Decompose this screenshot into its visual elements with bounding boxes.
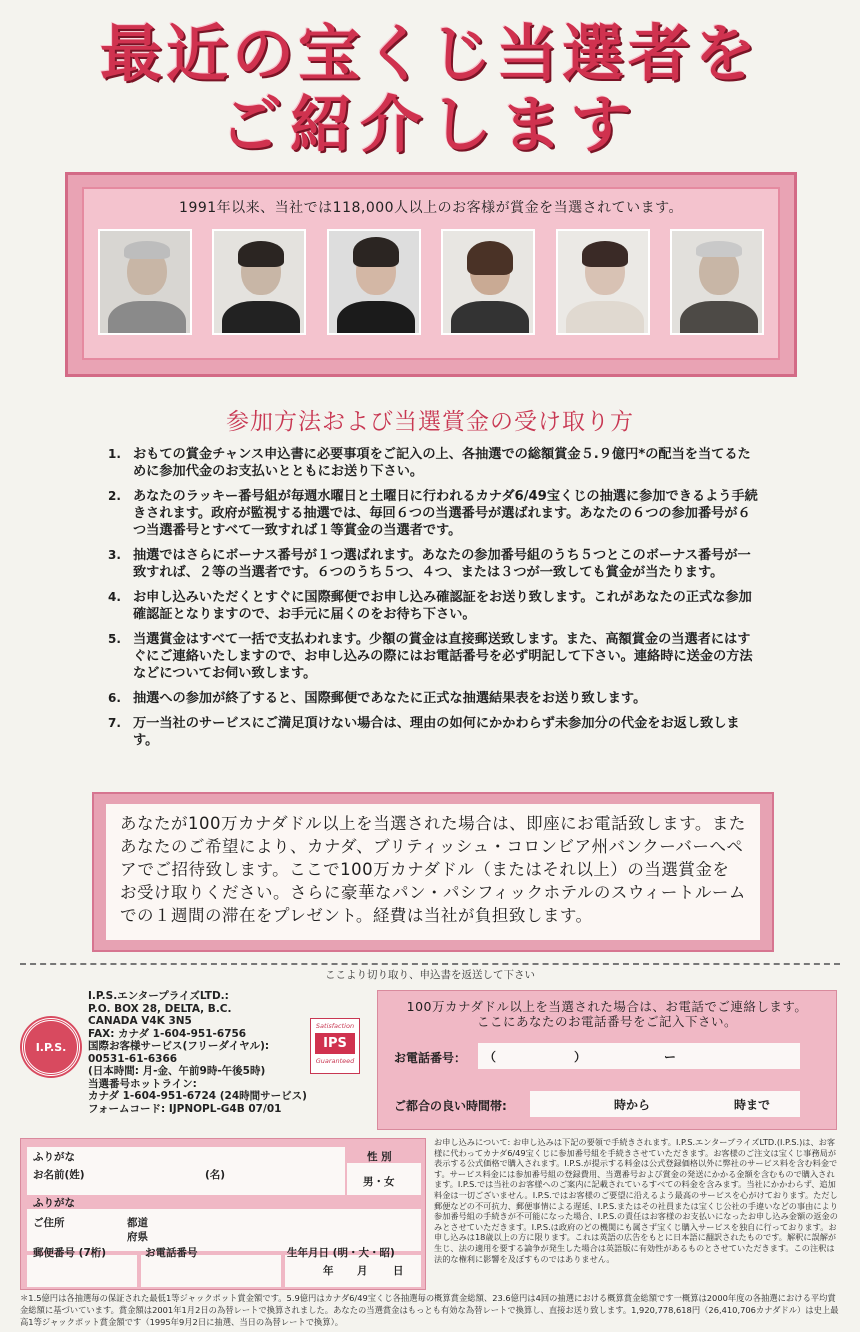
winner-photos [98, 229, 764, 335]
postal-label: 郵便番号 (7桁) [33, 1247, 107, 1259]
winners-caption: 1991年以来、当社では118,000人以上のお客様が賞金を当選されています。 [179, 200, 683, 216]
furigana-label-2: ふりがな [33, 1197, 75, 1209]
step-item [108, 547, 758, 581]
notice-text: あなたが100万カナダドル以上を当選された場合は、即座にお電話致します。またあなたのご希望により、カナダ、ブリティッシュ・コロンビア州バンクーバーへペアでご招待致します。ここで100万カナダドル（またはそれ以上）の当選賞金をお受け取りください。さらに豪華なパン・パシフィックホテルのスウィートルームでの１週間の滞在をプレゼント。経費は当社が負担致します。 [106, 804, 760, 940]
prefecture-label-2: 府県 [127, 1231, 148, 1243]
seal-label: I.P.S. [35, 1040, 67, 1054]
tel-label: お電話番号 [145, 1247, 198, 1259]
badge-bottom-text: Guaranteed [315, 1057, 355, 1065]
section-title: 参加方法および当選賞金の受け取り方 [226, 409, 634, 435]
step-item [108, 631, 758, 682]
year-label: 年 [323, 1265, 334, 1277]
step-number: 1. [108, 447, 121, 461]
step-item [108, 488, 758, 539]
notice-box [92, 792, 774, 952]
company-line: FAX: カナダ 1-604-951-6756 [88, 1027, 247, 1040]
company-line: P.O. BOX 28, DELTA, B.C. [88, 1002, 232, 1015]
step-text: 万一当社のサービスにご満足頂けない場合は、理由の如何にかかわらず未参加分の代金をお返し致します。 [133, 716, 740, 748]
phone-paren-open: （ [484, 1050, 497, 1064]
step-text: 当選賞金はすべて一括で支払われます。少額の賞金は直接郵送致します。また、高額賞金の当選者にはすぐにご連絡いたしますので、お申し込みの際にはお電話番号を必ず明記して下さい。連絡時に送金の方法などについてお伺い致します。 [133, 632, 753, 681]
page-title [0, 18, 860, 161]
phone-label: お電話番号： [394, 1051, 467, 1065]
application-form [20, 1138, 426, 1290]
company-line: I.P.S.エンタープライズLTD.: [88, 990, 229, 1002]
phone-contact-box [377, 990, 837, 1130]
company-line: (日本時間: 月-金、午前9時-午後5時) [88, 1065, 266, 1077]
company-line: 国際お客様サービス(フリーダイヤル): [88, 1040, 270, 1052]
furigana-label: ふりがな [33, 1151, 75, 1163]
title-line-2: ご紹介します [219, 88, 640, 162]
day-label: 日 [393, 1265, 404, 1277]
step-number: 5. [108, 632, 121, 646]
winner-photo [327, 229, 421, 335]
cut-line [20, 963, 840, 965]
step-text: 抽選への参加が終了すると、国際郵便であなたに正式な抽選結果表をお送り致します。 [133, 691, 647, 706]
company-line: フォームコード: IJPNOPL-G4B 07/01 [88, 1102, 282, 1115]
step-item [108, 690, 758, 707]
badge-top-text: Satisfaction [315, 1022, 355, 1030]
winners-photo-band-inner [82, 187, 780, 360]
phone-box-heading-line: 100万カナダドル以上を当選された場合は、お電話でご連絡します。 [406, 999, 808, 1014]
given-name-label: (名) [205, 1169, 226, 1181]
phone-box-heading [378, 999, 836, 1029]
winner-photo [556, 229, 650, 335]
steps-list [108, 446, 758, 757]
phone-box-heading-line: ここにあなたのお電話番号をご記入下さい。 [476, 1014, 737, 1029]
phone-number-field[interactable] [478, 1043, 800, 1069]
step-item [108, 589, 758, 623]
surname-label: お名前(姓) [33, 1169, 85, 1181]
badge-logo-text: IPS [315, 1033, 355, 1054]
prefecture-label-1: 都道 [127, 1217, 148, 1229]
gender-label: 性 別 [367, 1151, 392, 1163]
phone-dash: ー [664, 1050, 677, 1064]
step-number: 4. [108, 590, 121, 604]
satisfaction-badge [310, 1018, 360, 1074]
company-line: 00531-61-6366 [88, 1052, 178, 1065]
step-number: 6. [108, 691, 121, 705]
winner-photo [670, 229, 764, 335]
winners-photo-band [65, 172, 797, 377]
step-text: おもての賞金チャンス申込書に必要事項をご記入の上、各抽選での総額賞金５.９億円*の配当を当てるために参加代金のお支払いとともにお送り下さい。 [133, 447, 751, 479]
company-info [88, 990, 307, 1115]
time-to-label: 時まで [734, 1098, 771, 1112]
ips-seal-logo [22, 1018, 80, 1076]
cut-line-text: ここより切り取り、申込書を返送して下さい [325, 969, 535, 981]
step-text: お申し込みいただくとすぐに国際郵便でお申し込み確認証をお送り致します。これがあなたの正式な参加確認証となりますので、お手元に届くのをお待ち下さい。 [133, 590, 752, 622]
month-label: 月 [357, 1265, 368, 1277]
step-text: あなたのラッキー番号組が毎週水曜日と土曜日に行われるカナダ6/49宝くじの抽選に参加できるよう手続きされます。政府が監視する抽選では、毎回６つの当選番号が選ばれます。あなたの６つの参加番号が６つ当選番号とすべて一致すれば１等賞金の当選者です。 [133, 489, 758, 538]
terms-fine-print: お申し込みについて: お申し込みは下記の要領で手続きされます。I.P.S.エンタープライズLTD.(I.P.S.)は、お客様に代わってカナダ6/49宝くじに参加番号組を手続きさせていただきます。お客様のご注文は宝くじ事務局が表示する公式価格で購入されます。I.P.S.が提示する料金は公式登録価格以外に弊社のサービス料を含む料金です。サービス料金には参加番号組の登録費用、当選番号および賞金の発送にかかる金額を含むもので購入されます。I.P.S.では当社のお客様へのご案内に記載されているすべての料金を含みます。当社にかかわらず、追加料金は一切ございません。I.P.S.ではお客様のご要望に沿えるよう最高のサービスを心がけております。ただし郵便などの不可抗力、郵便事情による遅延、I.P.S.またはその社員または宝くじ公社の手違いなどの事由により参加番号組の手続きが不可能になった場合、I.P.S.の責任はお客様のお支払いになったお申し込み金額の返金のみとさせていただきます。I.P.S.は政府のどの機関にも属さず宝くじ購入サービスを独自に行っております。お申し込みは18歳以上の方に限ります。これは英語の広告をもとに日本語に翻訳されたものです。解釈に誤解が生じ、法の適用を要する論争が発生した場合は英語版に有効性があるものとさせていただきます。この注釈は法的な権利に影響を及ぼすものではありません。 [434, 1137, 838, 1264]
winner-photo [212, 229, 306, 335]
company-line: CANADA V4K 3N5 [88, 1015, 192, 1027]
step-text: 抽選ではさらにボーナス番号が１つ選ばれます。あなたの参加番号組のうち５つとこのボーナス番号が一致すれば、２等の当選者です。６つのうち５つ、４つ、または３つが一致しても賞金が当たります。 [133, 548, 751, 580]
address-label: ご住所 [33, 1217, 65, 1229]
winner-photo [98, 229, 192, 335]
company-line: カナダ 1-604-951-6724 (24時間サービス) [88, 1090, 307, 1102]
step-item [108, 446, 758, 480]
birthdate-label: 生年月日 (明・大・昭) [287, 1247, 395, 1259]
step-number: 2. [108, 489, 121, 503]
preferred-time-field[interactable] [530, 1091, 800, 1117]
step-number: 3. [108, 548, 121, 562]
winner-photo [441, 229, 535, 335]
time-from-label: 時から [614, 1098, 651, 1112]
title-line-1: 最近の宝くじ当選者を [99, 17, 760, 90]
step-item [108, 715, 758, 749]
time-label: ご都合の良い時間帯: [394, 1099, 507, 1113]
gender-options: 男・女 [363, 1176, 395, 1188]
footnote: ＊1.5億円は各抽選毎の保証された最低1等ジャックポット賞金額です。5.9億円はカナダ6/49宝くじ各抽選毎の概算賞金総額、23.6億円は4回の抽選における概算賞金総額です一概算は2000年度の各抽選における平均賞金総額に基づいています。賞金額は2001年1月2日の為替レートで換算されました。あなたの当選賞金はもっとも有効な為替レートで換算し、直接お送り致します。1,920,778,618円（26,410,706カナダドル）は史上最高1等ジャックポット賞金額です（1995年9月2日に抽選、当日の為替レートで換算）。 [20, 1293, 839, 1327]
phone-paren-close: ） [574, 1050, 587, 1064]
step-number: 7. [108, 716, 121, 730]
company-line: 当選番号ホットライン: [88, 1077, 197, 1090]
